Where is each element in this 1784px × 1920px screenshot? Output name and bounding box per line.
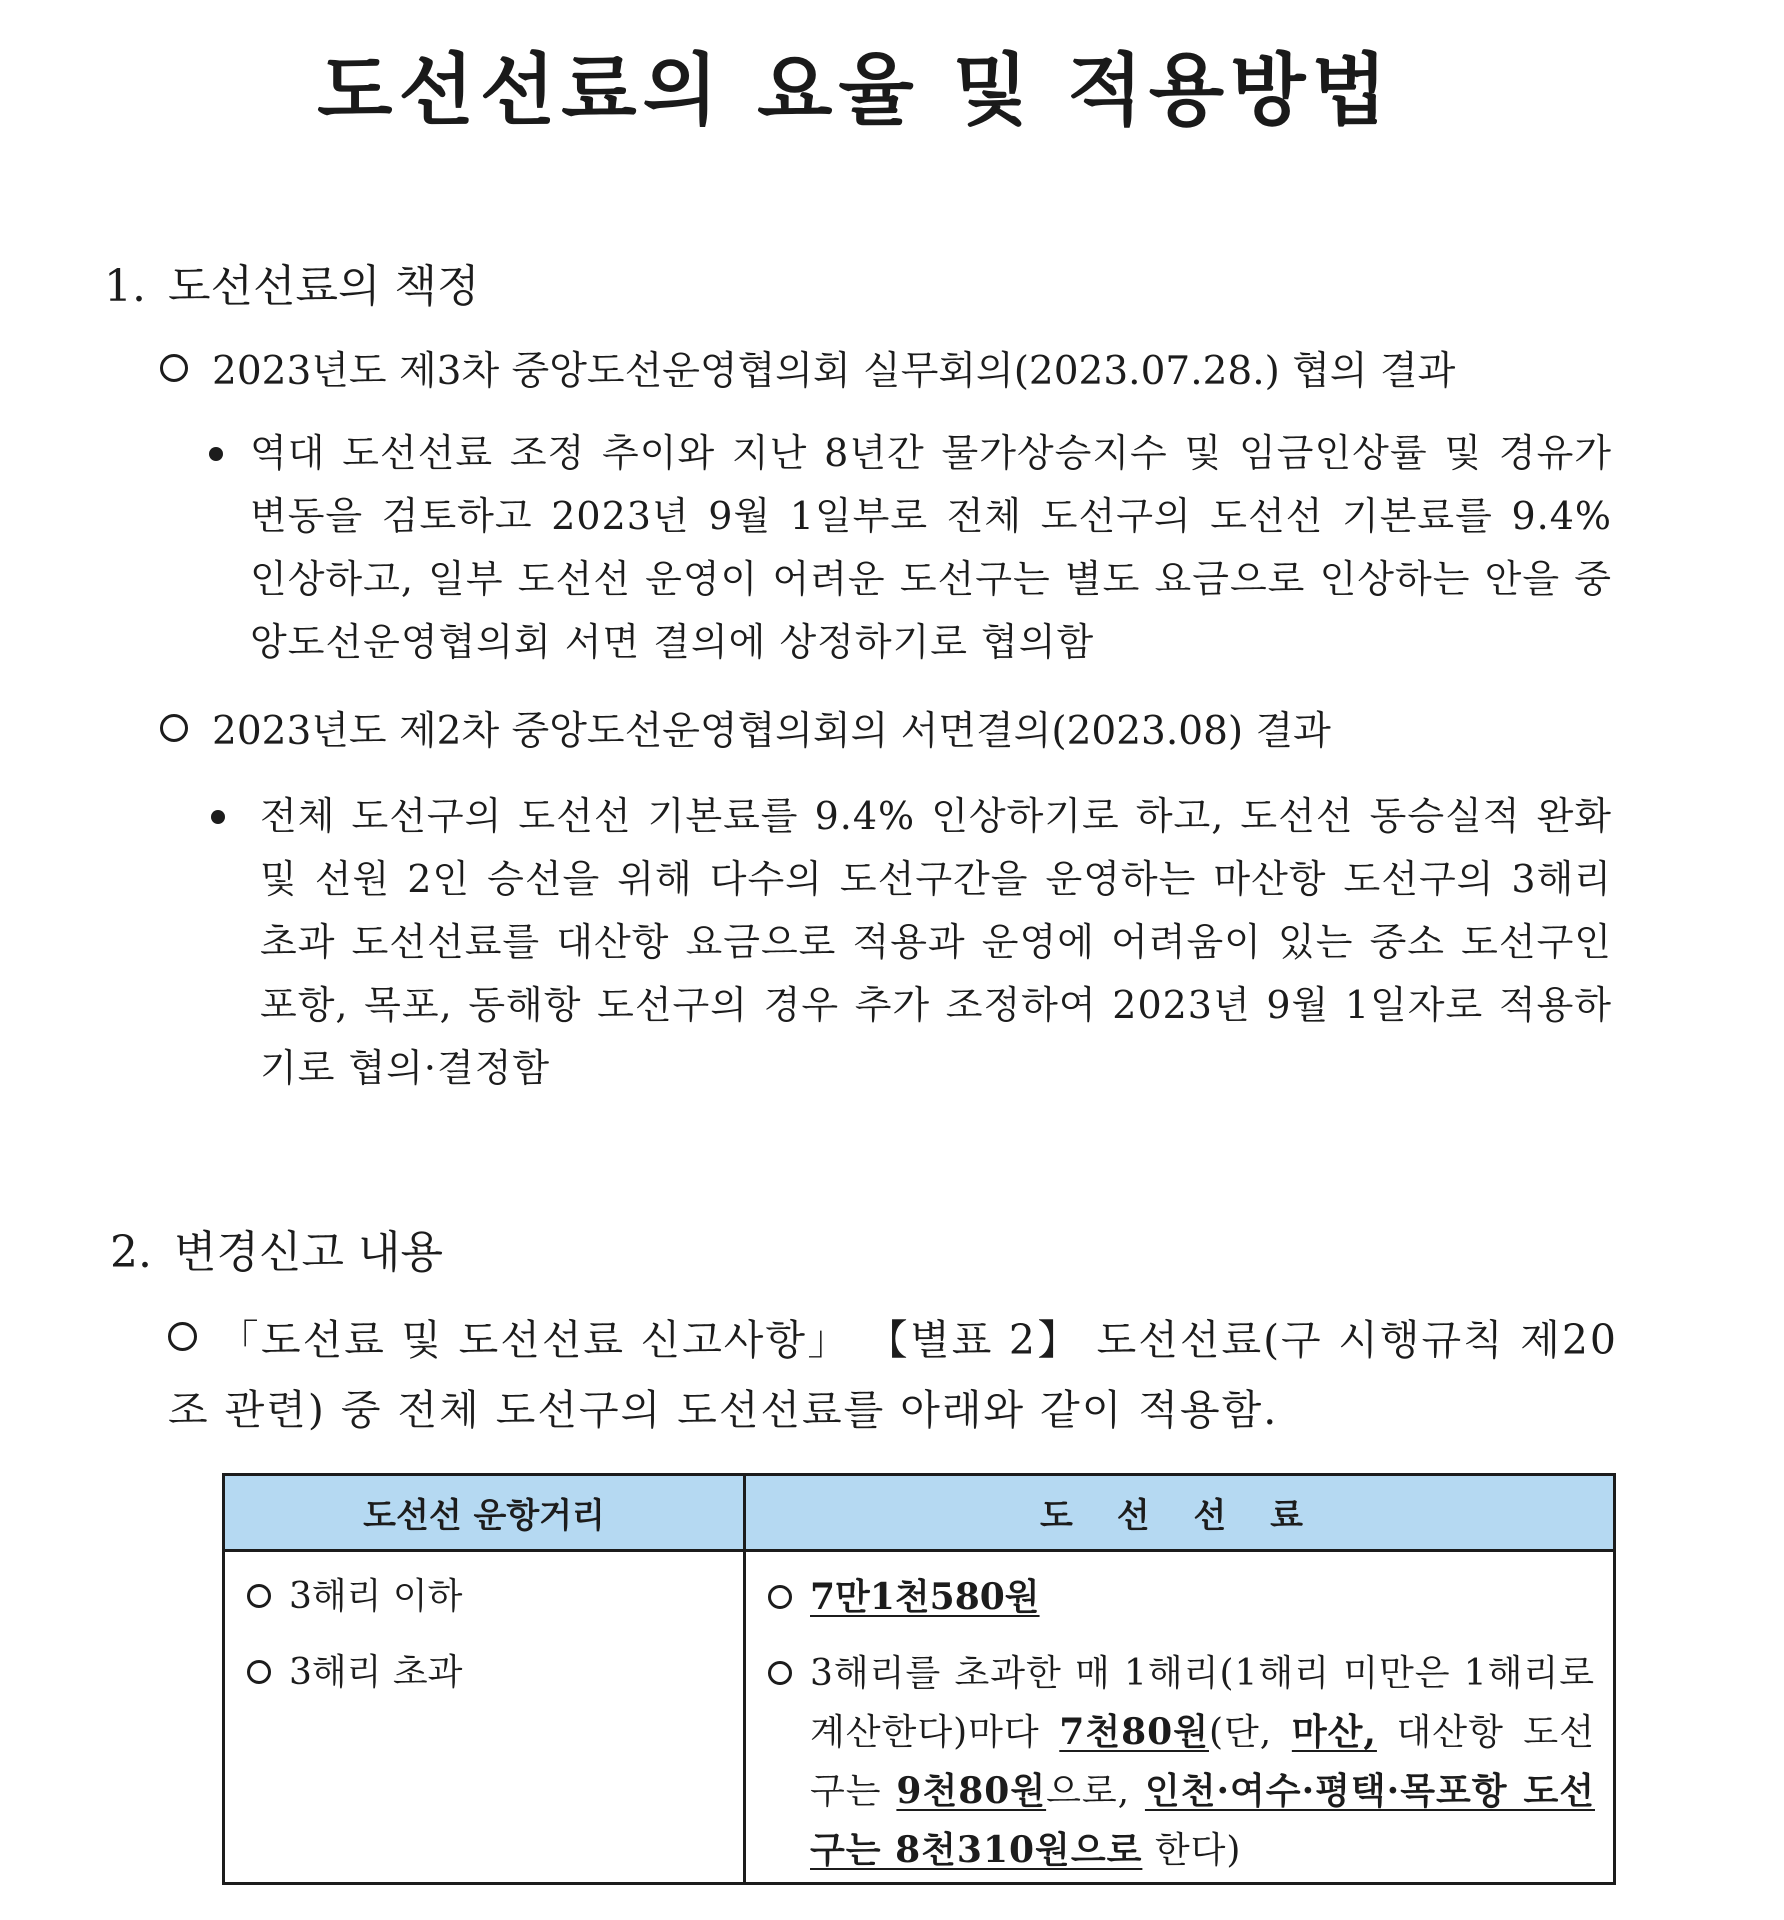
section-2-number: 2.	[110, 1227, 152, 1278]
distance-row-1	[247, 1568, 743, 1626]
excess-fee-part-1: 3해리를 초과한 매 1해리(1해리 미만은 1해리로 계산한다)마다	[810, 1653, 1595, 1753]
distance-row-1-text: 3해리 이하	[289, 1576, 463, 1617]
circle-bullet-icon	[160, 354, 188, 382]
table-header-distance: 도선선 운항거리	[225, 1476, 746, 1552]
fee-row-1	[768, 1568, 1595, 1626]
table-header-fee: 도 선 선 료	[746, 1476, 1613, 1552]
section-1-item-2-text: 2023년도 제2차 중앙도선운영협의회의 서면결의(2023.08) 결과	[212, 709, 1331, 754]
section-1-item-2	[160, 700, 1331, 756]
section-2-notice-text: 「도선료 및 도선선료 신고사항」 【별표 2】 도선선료(구 시행규칙 제20조 관련) 중 전체 도선구의 도선선료를 아래와 같이 적용함.	[168, 1316, 1618, 1434]
excess-fee-part-5: 한다)	[1142, 1830, 1242, 1871]
excess-fee-masan: 마산,	[1291, 1711, 1377, 1753]
section-1-item-2-detail: 전체 도선구의 도선선 기본료를 9.4% 인상하기로 하고, 도선선 동승실적 완화 및 선원 2인 승선을 위해 다수의 도선구간을 운영하는 마산항 도선구의 3해리 초과 도선선료를 대산항 요금으로 적용과 운영에 어려움이 있는 중소 도선구인 포항, 목포, 동해항 도선구의 경우 추가 조정하여 2023년 9월 1일자로 적용하기로 협의·결정함	[260, 794, 1612, 1090]
base-fee-value: 7만1천580원	[810, 1576, 1040, 1618]
excess-fee-part-4: 으로,	[1046, 1771, 1145, 1812]
circle-bullet-icon	[768, 1661, 792, 1685]
section-2-heading	[110, 1216, 443, 1280]
circle-bullet-icon	[160, 714, 188, 742]
distance-row-2-text: 3해리 초과	[289, 1652, 463, 1693]
section-1-title: 도선선료의 책정	[167, 261, 480, 312]
section-2-notice	[168, 1305, 1618, 1445]
fee-table	[222, 1473, 1616, 1885]
circle-bullet-icon	[247, 1660, 271, 1684]
excess-fee-part-2: (단,	[1208, 1712, 1292, 1753]
circle-bullet-icon	[168, 1322, 197, 1351]
fee-row-2	[768, 1644, 1595, 1880]
document-title: 도선선료의 요율 및 적용방법	[317, 46, 1393, 136]
filled-bullet-icon	[209, 447, 223, 461]
section-2-title: 변경신고 내용	[173, 1227, 443, 1278]
section-1-item-1	[160, 340, 1455, 396]
circle-bullet-icon	[247, 1584, 271, 1608]
section-1-heading	[104, 250, 480, 314]
section-1-number: 1.	[104, 261, 146, 312]
circle-bullet-icon	[768, 1585, 792, 1609]
distance-column-cell	[225, 1552, 746, 1882]
section-1-item-1-detail: 역대 도선선료 조정 추이와 지난 8년간 물가상승지수 및 임금인상률 및 경유가 변동을 검토하고 2023년 9월 1일부로 전체 도선구의 도선선 기본료를 9.4% 인상하고, 일부 도선선 운영이 어려운 도선구는 별도 요금으로 인상하는 안을 중앙도선운영협의회 서면 결의에 상정하기로 협의함	[250, 431, 1612, 664]
distance-row-2	[247, 1644, 743, 1702]
section-1-item-1-text: 2023년도 제3차 중앙도선운영협의회 실무회의(2023.07.28.) 협의 결과	[212, 349, 1456, 394]
excess-fee-daesan-rate: 9천80원	[896, 1770, 1047, 1812]
fee-column-cell	[746, 1552, 1613, 1882]
excess-fee-part-3: 대산항 도선구는	[810, 1712, 1595, 1812]
excess-fee-special-ports: 인천·여수·평택·목포항 도선구는 8천310원으로	[810, 1770, 1595, 1871]
excess-fee-rate: 7천80원	[1059, 1711, 1209, 1753]
filled-bullet-icon	[211, 810, 225, 824]
excess-fee-text	[810, 1644, 1595, 1880]
